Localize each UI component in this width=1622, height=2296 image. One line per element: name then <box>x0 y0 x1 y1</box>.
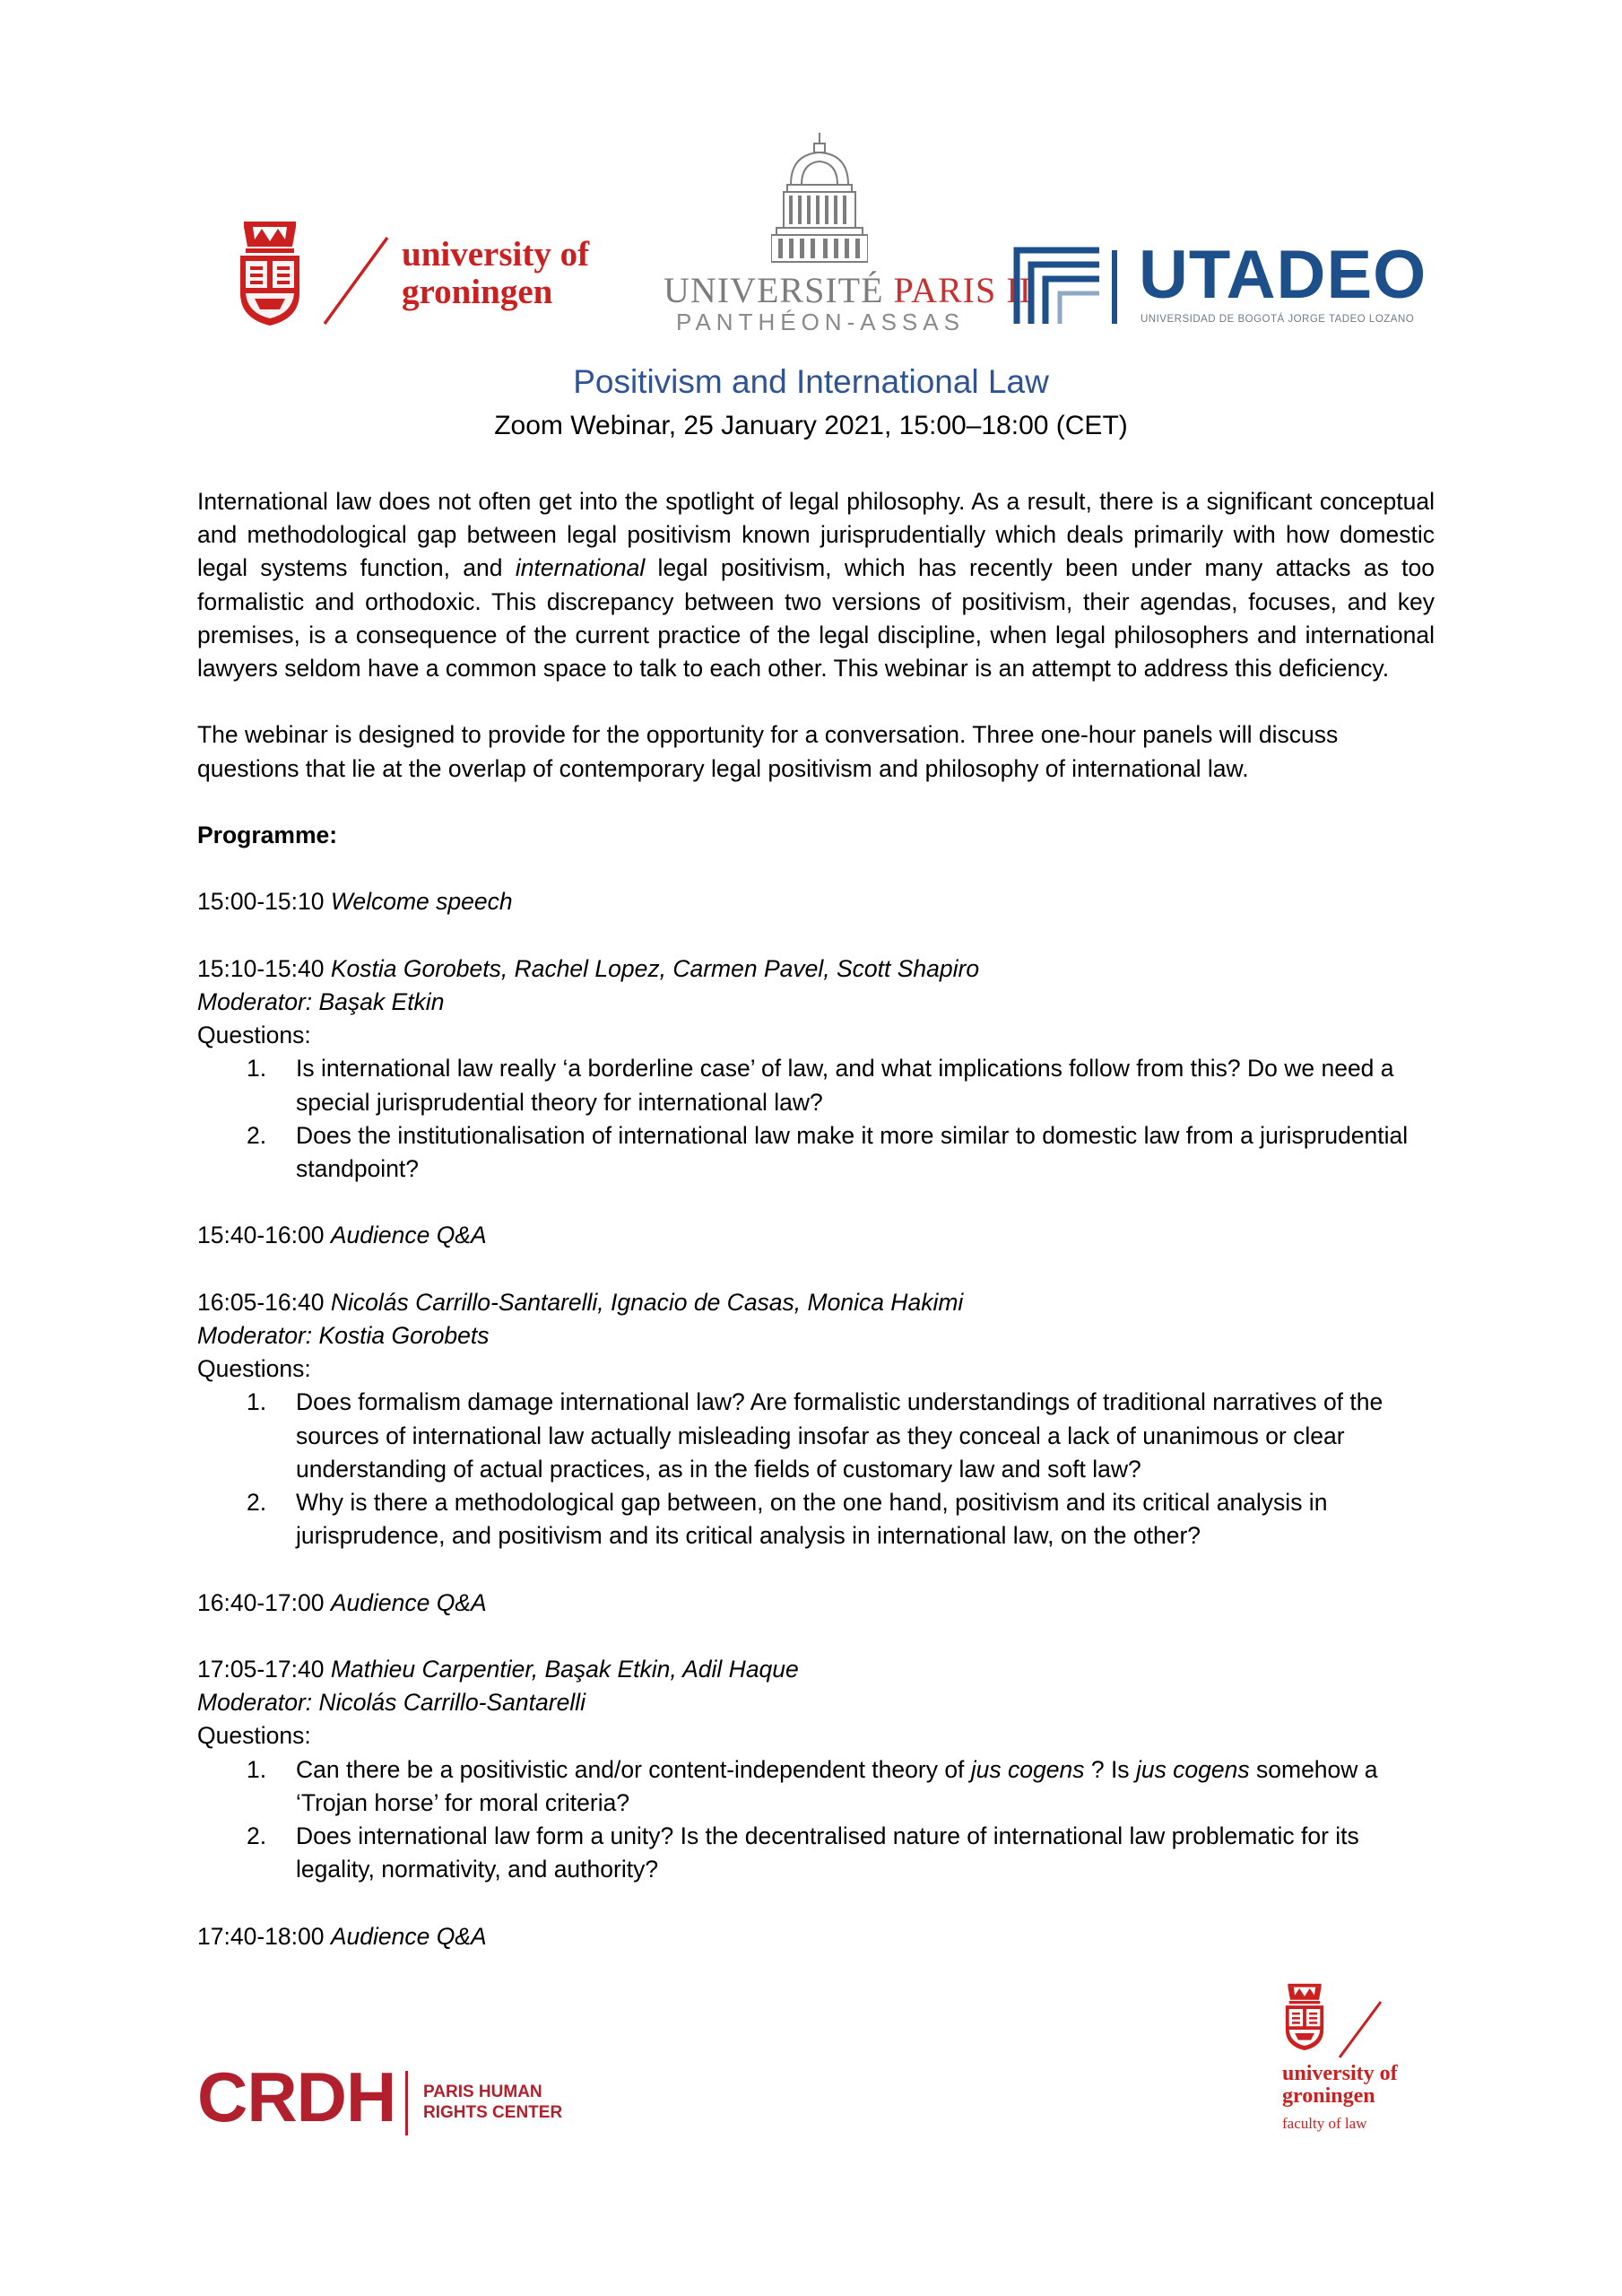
document-subtitle: Zoom Webinar, 25 January 2021, 15:00–18:00 (CET) <box>494 411 1128 440</box>
universite-paris-ii-logo <box>664 133 1032 339</box>
university-of-groningen-logo <box>235 220 629 332</box>
panel-2-question-list <box>197 1386 1435 1552</box>
groningen-crest-icon <box>235 220 305 327</box>
list-item: 1. Is international law really ‘a borderline case’ of law, and what implications follow from this? Do we need a special jurisprudential theory for international law? <box>247 1055 1394 1116</box>
panel-3-speakers: 17:05-17:40 Mathieu Carpentier, Başak Etkin, Adil Haque <box>197 1655 799 1683</box>
paris-line2: PANTHÉON-ASSAS <box>676 309 965 335</box>
qa-3-item: 17:40-18:00 Audience Q&A <box>197 1922 487 1950</box>
utadeo-wordmark: UTADEO <box>1139 237 1427 313</box>
panel-1-questions-label: Questions: <box>197 1022 311 1049</box>
qa-1-item: 15:40-16:00 Audience Q&A <box>197 1222 487 1249</box>
list-item: 1. Does formalism damage international law? Are formalistic understandings of traditional narratives of the sources of international law actually misleading insofar as they conceal a lack of unanimous or clear understanding of actual practices, as in the fields of customary law and soft law? <box>247 1388 1383 1483</box>
list-item: 2. Why is there a methodological gap between, on the one hand, positivism and its critical analysis in jurisprudence, and positivism and its critical analysis in international law, on the other? <box>247 1489 1328 1550</box>
programme-heading: Programme: <box>197 822 338 848</box>
crdh-sub-line1: PARIS HUMAN <box>423 2083 542 2101</box>
panel-2-questions-label: Questions: <box>197 1355 311 1383</box>
document-body <box>197 485 1435 1953</box>
panel-2-speakers: 16:05-16:40 Nicolás Carrillo-Santarelli, Ignacio de Casas, Monica Hakimi <box>197 1288 964 1316</box>
paris-line1: UNIVERSITÉ PARIS II <box>664 270 1032 310</box>
panel-1-speakers: 15:10-15:40 Kostia Gorobets, Rachel Lopez, Carmen Pavel, Scott Shapiro <box>197 954 980 982</box>
groningen-footer-line2: groningen <box>1282 2084 1375 2108</box>
pantheon-dome-icon <box>771 133 868 263</box>
panel-3-question-list <box>197 1753 1435 1887</box>
groningen-line1: university of <box>402 235 590 274</box>
list-item: 2. Does the institutionalisation of international law make it more similar to domestic law from a jurisprudential standpoint? <box>247 1121 1409 1182</box>
groningen-crest-icon <box>1282 1982 1327 2052</box>
panel-3-moderator: Moderator: Nicolás Carrillo-Santarelli <box>197 1689 585 1717</box>
crdh-divider <box>405 2071 408 2135</box>
crdh-logo <box>197 2057 574 2139</box>
groningen-footer-line1: university of <box>1282 2062 1398 2085</box>
crdh-sub-line2: RIGHTS CENTER <box>423 2103 563 2122</box>
panel-2-moderator: Moderator: Kostia Gorobets <box>197 1321 490 1349</box>
groningen-faculty-of-law-logo <box>1282 1982 1462 2144</box>
crdh-wordmark: CRDH <box>197 2057 396 2136</box>
utadeo-mark-icon <box>1013 247 1128 326</box>
utadeo-subtitle: UNIVERSIDAD DE BOGOTÁ JORGE TADEO LOZANO <box>1141 314 1415 325</box>
list-item: 1. Can there be a positivistic and/or content-independent theory of jus cogens ? Is jus cogens somehow a ‘Trojan horse’ for moral criteria? <box>247 1755 1378 1816</box>
intro-paragraph-2: The webinar is designed to provide for the opportunity for a conversation. Three one-hour panels will discuss questions that lie at the overlap of contemporary legal positivism and philosophy of international law. <box>197 721 1339 782</box>
intro-paragraph-1: International law does not often get into the spotlight of legal philosophy. As a result, there is a significant conceptual and methodological gap between legal positivism known jurisprudentially which deals primarily with how domestic legal systems function, and international legal positivism, which has recently been under many attacks as too formalistic and orthodoxic. This discrepancy between two versions of positivism, their agendas, focuses, and key premises, is a consequence of the current practice of the legal discipline, when legal philosophers and international lawyers seldom have a common space to talk to each other. This webinar is an attempt to address this deficiency. <box>197 488 1435 683</box>
groningen-line2: groningen <box>402 273 553 311</box>
welcome-item: 15:00-15:10 Welcome speech <box>197 888 513 916</box>
groningen-footer-faculty: faculty of law <box>1282 2115 1367 2132</box>
panel-3-questions-label: Questions: <box>197 1722 311 1750</box>
panel-1-question-list <box>197 1052 1435 1186</box>
panel-1-moderator: Moderator: Başak Etkin <box>197 987 445 1015</box>
list-item: 2. Does international law form a unity? Is the decentralised nature of international law problematic for its legality, normativity, and authority? <box>247 1822 1359 1883</box>
qa-2-item: 16:40-17:00 Audience Q&A <box>197 1588 487 1616</box>
groningen-slash-icon <box>1336 1998 1399 2061</box>
document-title: Positivism and International Law <box>573 363 1049 400</box>
utadeo-logo <box>1013 237 1427 341</box>
